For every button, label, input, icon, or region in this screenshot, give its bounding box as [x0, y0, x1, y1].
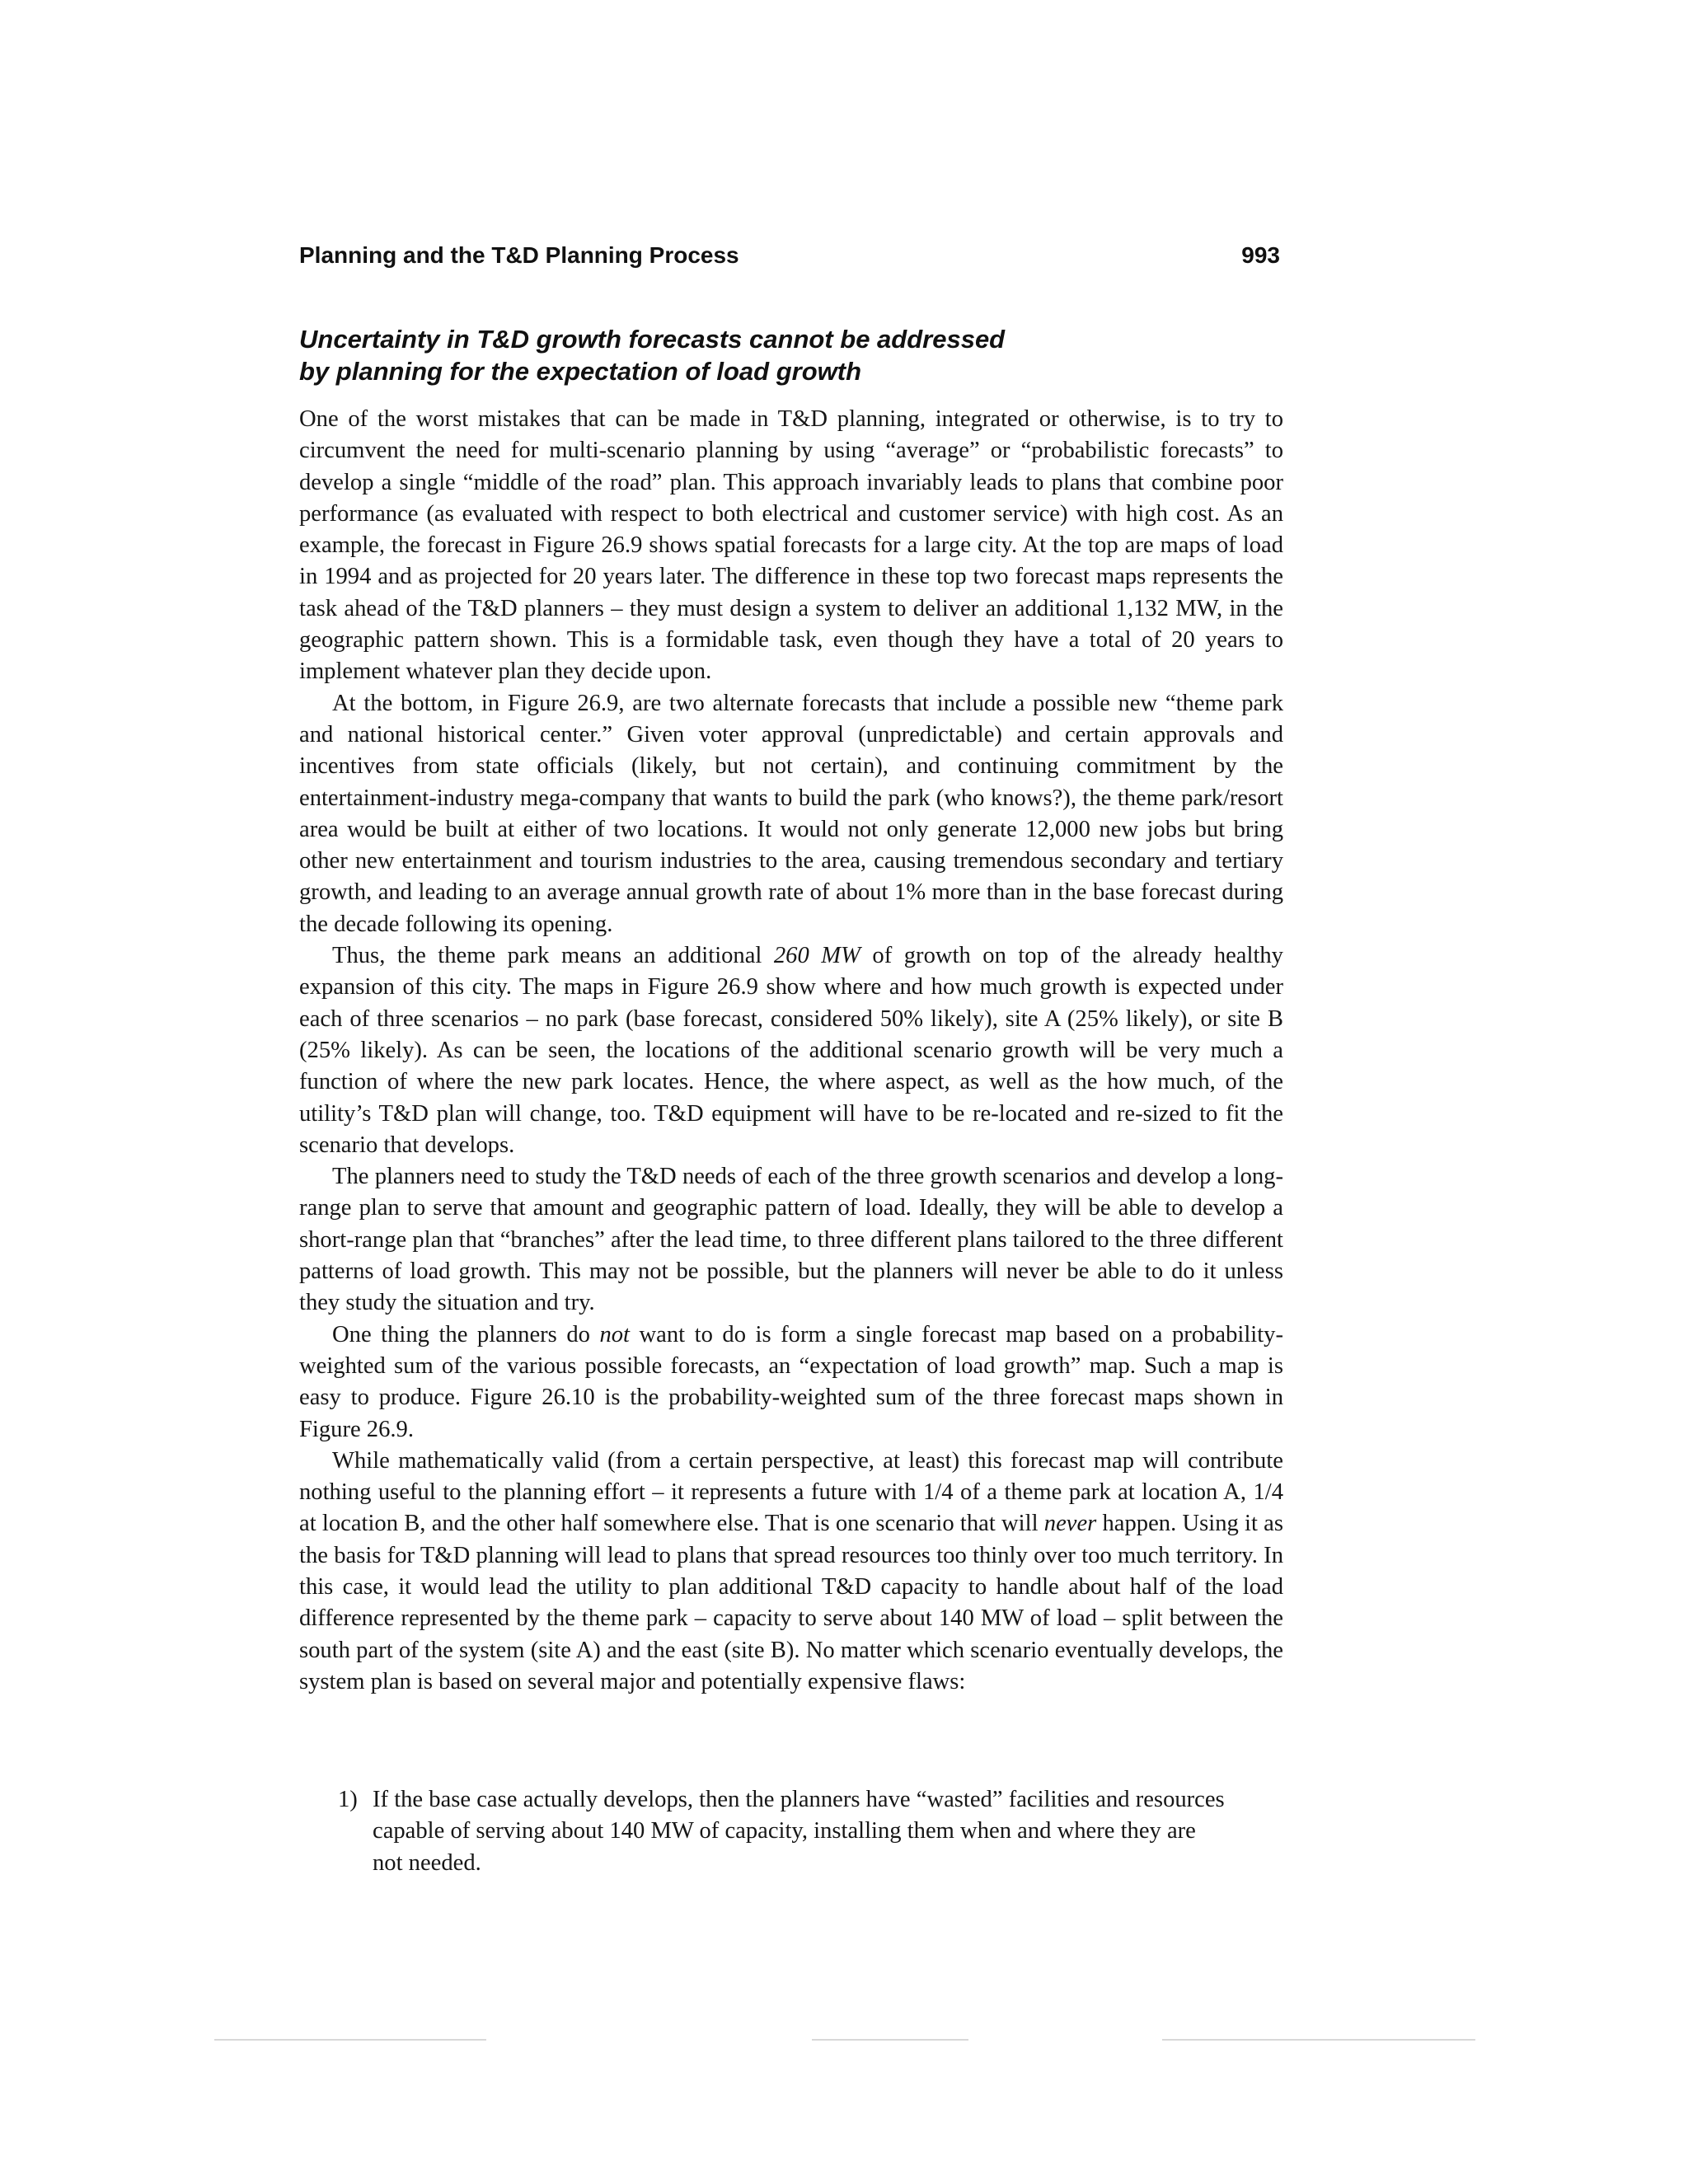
paragraph-3: [299, 940, 1283, 1161]
paragraph-3-emphasis: 260 MW: [773, 943, 860, 969]
section-heading-line-2: by planning for the expectation of load growth: [299, 357, 861, 386]
paragraph-1: One of the worst mistakes that can be made in T&D planning, integrated or otherwise, is to try to circumvent the need for multi-scenario planning by using “average” or “probabilistic forecasts” to develop a single “middle of the road” plan. This approach invariably leads to plans that combine poor performance (as evaluated with respect to both electrical and customer service) with high cost. As an example, the forecast in Figure 26.9 shows spatial forecasts for a large city. At the top are maps of load in 1994 and as projected for 20 years later. The difference in these top two forecast maps represents the task ahead of the T&D planners – they must design a system to deliver an additional 1,132 MW, in the geographic pattern shown. This is a formidable task, even though they have a total of 20 years to implement whatever plan they decide upon.: [299, 406, 1283, 685]
running-header: [299, 242, 1280, 269]
paragraph-4: The planners need to study the T&D needs of each of the three growth scenarios and develop a long-range plan to serve that amount and geographic pattern of load. Ideally, they will be able to develop a short-range plan that “branches” after the lead time, to three different plans tailored to the three different patterns of load growth. This may not be possible, but the planners will never be able to do it unless they study the situation and try.: [299, 1164, 1283, 1316]
page-number: 993: [1241, 242, 1280, 268]
scan-artifact-line: [214, 2039, 486, 2041]
paragraph-3-before: Thus, the theme park means an additional: [332, 943, 774, 969]
paragraph-6-emphasis: never: [1043, 1511, 1097, 1537]
paragraph-6-before: While mathematically valid (from a certain perspective, at least) this forecast map will contribute nothing useful to the planning effort – it represents a future with 1/4 of a theme park at location A, 1/4 at location B, and the other half somewhere else. That is one scenario that will: [299, 1447, 1283, 1537]
paragraph-6: [299, 1446, 1283, 1698]
numbered-list: [338, 1784, 1228, 1879]
scan-artifact-line: [1162, 2039, 1475, 2041]
paragraph-6-after: happen. Using it as the basis for T&D planning will lead to plans that spread resources too thinly over too much territory. In this case, it would lead the utility to plan additional T&D capacity to handle about half of the load difference represented by the theme park – capacity to serve about 140 MW of load – split between the south part of the system (site A) and the east (site B). No matter which scenario eventually develops, the system plan is based on several major and potentially expensive flaws:: [299, 1511, 1283, 1694]
list-item-text: If the base case actually develops, then the planners have “wasted” facilities and resources capable of serving about 140 MW of capacity, installing them when and where they are not needed.: [373, 1787, 1225, 1876]
body-text: [299, 404, 1283, 1698]
running-title: Planning and the T&D Planning Process: [299, 242, 739, 268]
list-item: [338, 1784, 1228, 1879]
paragraph-2: At the bottom, in Figure 26.9, are two alternate forecasts that include a possible new “theme park and national historical center.” Given voter approval (unpredictable) and certain approvals and incentives from state officials (likely, but not certain), and continuing commitment by the entertainment-industry mega-company that wants to build the park (who knows?), the theme park/resort area would be built at either of two locations. It would not only generate 12,000 new jobs but bring other new entertainment and tourism industries to the area, causing tremendous secondary and tertiary growth, and leading to an average annual growth rate of about 1% more than in the base forecast during the decade following its opening.: [299, 690, 1283, 937]
section-heading: [299, 323, 1288, 387]
paragraph-5-emphasis: not: [599, 1321, 630, 1347]
paragraph-5-after: want to do is form a single forecast map based on a probability-weighted sum of the various possible forecasts, an “expectation of load growth” map. Such a map is easy to produce. Figure 26.10 is the probability-weighted sum of the three forecast maps shown in Figure 26.9.: [299, 1321, 1284, 1442]
paragraph-5-before: One thing the planners do: [332, 1321, 600, 1347]
section-heading-line-1: Uncertainty in T&D growth forecasts cannot be addressed: [299, 325, 1006, 354]
paragraph-5: [299, 1319, 1283, 1446]
list-item-number: 1): [338, 1787, 358, 1812]
paragraph-3-after: of growth on top of the already healthy expansion of this city. The maps in Figure 26.9 show where and how much growth is expected under each of three scenarios – no park (base forecast, considered 50% likely), site A (25% likely), or site B (25% likely). As can be seen, the locations of the additional scenario growth will be very much a function of where the new park locates. Hence, the where aspect, as well as the how much, of the utility’s T&D plan will change, too. T&D equipment will have to be re-located and re-sized to fit the scenario that develops.: [299, 943, 1283, 1158]
scan-artifact-line: [812, 2039, 968, 2041]
